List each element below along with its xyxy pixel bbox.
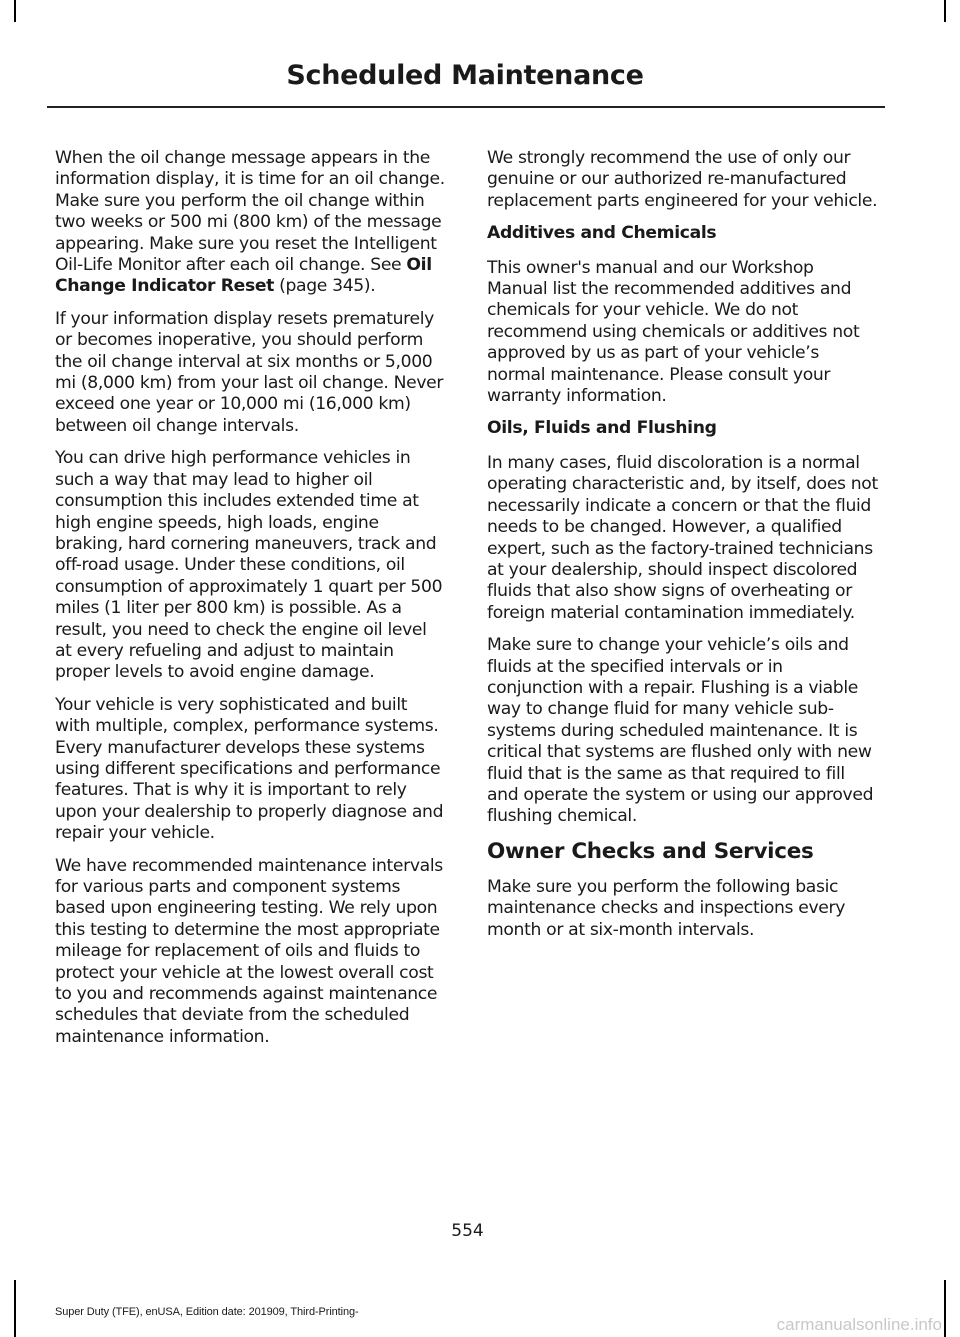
- paragraph-basic-checks: Make sure you perform the following basic maintenance checks and inspections every month or at six-month intervals.: [487, 876, 846, 940]
- paragraph-text: When the oil change message appears in the information display, it is time for an oil change. Make sure you perform the oil change within two weeks or 500 mi (800 km) of the message appearing. Make sure you reset the Intelligent Oil-Life Monitor after each oil change. See: [55, 148, 445, 276]
- heading-additives-chemicals: Additives and Chemicals: [487, 223, 717, 244]
- paragraph-display-resets: If your information display resets prematurely or becomes inoperative, you should perform the oil change interval at six months or 5,000 mi (8,000 km) from your last oil change. Never exceed one year or 10,000 mi (16,000 km) between oil change intervals.: [55, 308, 444, 436]
- paragraph-high-performance: You can drive high performance vehicles in such a way that may lead to higher oil consumption this includes extended time at high engine speeds, high loads, engine braking, hard cornering maneuvers, track and off-road usage. Under these conditions, oil consumption of approximately 1 quart per 500 miles (1 liter per 800 km) is possible. As a result, you need to check the engine oil level at every refueling and adjust to maintain proper levels to avoid engine damage.: [55, 448, 443, 683]
- paragraph-change-fluids: Make sure to change your vehicle’s oils and fluids at the specified intervals or in conjunction with a repair. Flushing is a viable way to change fluid for many vehicle sub-systems during scheduled maintenance. It is critical that systems are flushed only with new fluid that is the same as that required to fill and operate the system or using our approved flushing chemical.: [487, 635, 874, 827]
- paragraph-sophisticated-vehicle: Your vehicle is very sophisticated and built with multiple, complex, performance systems. Every manufacturer develops these systems using different specifications and performance features. That is why it is important to rely upon your dealership to properly diagnose and repair your vehicle.: [55, 694, 444, 844]
- heading-owner-checks-services: Owner Checks and Services: [487, 838, 814, 864]
- paragraph-additives: This owner's manual and our Workshop Manual list the recommended additives and chemicals for your vehicle. We do not recommend using chemicals or additives not approved by us as part of your vehicle’s normal maintenance. Please consult your warranty information.: [487, 257, 860, 407]
- crop-mark-top-right: [944, 0, 946, 22]
- paragraph-oil-change-message: [55, 148, 447, 298]
- left-column: [55, 148, 447, 1059]
- header-divider: [47, 106, 885, 108]
- crop-mark-bottom-right: [944, 1280, 946, 1337]
- page-number: 554: [451, 1221, 484, 1241]
- page-reference: (page 345).: [274, 276, 376, 297]
- watermark: carmanualsonline.info: [776, 1315, 942, 1334]
- paragraph-fluid-discoloration: In many cases, fluid discoloration is a normal operating characteristic and, by itself, does not necessarily indicate a concern or that the fluid needs to be changed. However, a qualified expert, such as the factory-trained technicians at your dealership, should inspect discolored fluids that also show signs of overheating or foreign material contamination immediately.: [487, 452, 878, 623]
- paragraph-recommended-intervals: We have recommended maintenance intervals for various parts and component systems based upon engineering testing. We rely upon this testing to determine the most appropriate mileage for replacement of oils and fluids to protect your vehicle at the lowest overall cost to you and recommends against maintenance schedules that deviate from the scheduled maintenance information.: [55, 855, 443, 1047]
- edition-info: Super Duty (TFE), enUSA, Edition date: 201909, Third-Printing-: [55, 1306, 359, 1318]
- crop-mark-top-left: [14, 0, 16, 22]
- right-column: [487, 148, 879, 952]
- crop-mark-bottom-left: [14, 1280, 16, 1337]
- oil-change-indicator-reset-link[interactable]: Oil Change Indicator Reset: [55, 255, 432, 297]
- page-title: Scheduled Maintenance: [286, 60, 644, 91]
- heading-oils-fluids-flushing: Oils, Fluids and Flushing: [487, 418, 717, 439]
- paragraph-genuine-parts: We strongly recommend the use of only our genuine or our authorized re-manufactured replacement parts engineered for your vehicle.: [487, 148, 878, 211]
